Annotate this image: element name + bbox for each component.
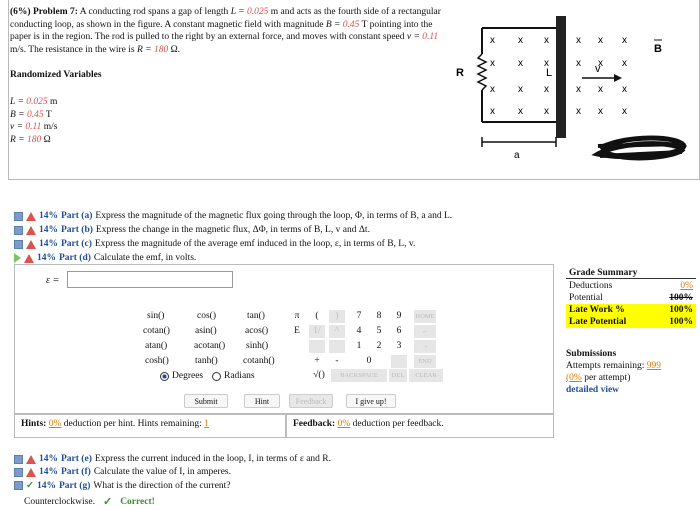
part-g-row[interactable]: ✓ 14% Part (g) What is the direction of the current? [14, 480, 231, 491]
label-B: B [654, 43, 662, 55]
cotan-button[interactable]: cotan() [143, 326, 170, 336]
field-x: x [576, 84, 581, 95]
blank-key [309, 340, 325, 353]
plus-key[interactable]: + [309, 355, 325, 368]
var-R: R = 180 Ω [10, 134, 51, 145]
digit-9-key[interactable]: 9 [391, 310, 407, 323]
pi-key[interactable]: π [289, 310, 305, 323]
field-x: x [598, 84, 603, 95]
document-icon [14, 455, 23, 464]
conducting-rod [556, 16, 566, 138]
randomized-variables-title: Randomized Variables [10, 70, 102, 80]
field-x: x [490, 84, 495, 95]
asin-button[interactable]: asin() [195, 326, 217, 336]
field-x: x [622, 106, 627, 117]
field-x: x [598, 35, 603, 46]
randomized-variables [10, 96, 57, 146]
resistor [478, 54, 486, 90]
end-key[interactable]: END [414, 355, 436, 368]
delete-key[interactable]: DEL [389, 369, 407, 382]
part-e-row[interactable]: 14% Part (e) Express the current induced in the loop, I, in terms of ε and R. [14, 454, 331, 464]
right-arrow-key[interactable]: → [414, 340, 436, 353]
warning-icon [24, 254, 34, 263]
lparen-key[interactable]: ( [309, 310, 325, 323]
field-x: x [576, 35, 581, 46]
field-x: x [490, 35, 495, 46]
grade-summary-title: Grade Summary [566, 268, 696, 279]
emf-label: ε = [46, 275, 60, 286]
home-key[interactable]: HOME [414, 310, 436, 323]
tan-button[interactable]: tan() [247, 311, 265, 321]
checkmark-icon: ✓ [26, 481, 34, 491]
field-x: x [544, 58, 549, 69]
cotanh-button[interactable]: cotanh() [243, 356, 275, 366]
label-L: L [546, 67, 553, 79]
feedback-deduction-pct: 0% [337, 419, 351, 429]
L-value: 0.025 [246, 7, 269, 17]
acos-button[interactable]: acos() [245, 326, 269, 336]
part-c-row[interactable]: 14% Part (c) Express the magnitude of the average emf induced in the loop, ε, in terms of B, L, v. [14, 239, 415, 249]
digit-5-key[interactable]: 5 [371, 325, 387, 338]
document-icon [14, 481, 23, 490]
grade-summary [566, 268, 696, 328]
digit-4-key[interactable]: 4 [351, 325, 367, 338]
var-B: B = 0.45 T [10, 109, 52, 120]
field-x: x [490, 58, 495, 69]
field-x: x [518, 58, 523, 69]
play-icon [14, 253, 21, 263]
digit-0-key[interactable]: 0 [361, 355, 377, 368]
left-arrow-key[interactable]: ← [414, 325, 436, 338]
radians-radio[interactable]: Radians [212, 371, 255, 381]
blank-key [329, 340, 345, 353]
submit-button[interactable]: Submit [184, 394, 228, 408]
hint-deduction-pct: 0% [48, 419, 62, 429]
field-x: x [490, 106, 495, 117]
problem-header: (6%) Problem 7: [10, 7, 78, 17]
field-x: x [544, 35, 549, 46]
final-answer-value: Counterclockwise. [24, 496, 95, 507]
emf-answer-input[interactable] [67, 271, 233, 288]
circuit-diagram [448, 6, 688, 174]
B-value: 0.45 [342, 19, 360, 30]
power-key[interactable]: ^ [329, 325, 345, 338]
reciprocal-key[interactable]: 1/ [309, 325, 325, 338]
warning-icon [26, 212, 36, 221]
exp-key[interactable]: E [289, 325, 305, 338]
label-R: R [456, 67, 464, 79]
acotan-button[interactable]: acotan() [194, 341, 226, 351]
per-attempt-row: (0% per attempt) [566, 373, 631, 383]
warning-icon [26, 240, 36, 249]
label-v: v [595, 63, 601, 75]
field-x: x [518, 84, 523, 95]
hints-bar: Hints: 0% deduction per hint. Hints remaining: 1 [14, 414, 286, 438]
digit-8-key[interactable]: 8 [371, 310, 387, 323]
field-x: x [518, 35, 523, 46]
velocity-arrow-head [614, 74, 622, 82]
var-L: L = 0.025 m [10, 97, 58, 107]
digit-3-key[interactable]: 3 [391, 340, 407, 353]
digit-1-key[interactable]: 1 [351, 340, 367, 353]
late-potential-row: Late Potential 100% [566, 316, 696, 328]
label-a: a [514, 150, 520, 161]
part-g-answer [24, 495, 155, 508]
document-icon [14, 240, 23, 249]
attempts-remaining: 999 [646, 361, 661, 371]
submissions-title: Submissions [566, 349, 617, 359]
circuit-figure [448, 6, 688, 174]
warning-icon [26, 226, 36, 235]
digit-2-key[interactable]: 2 [371, 340, 387, 353]
document-icon [14, 468, 23, 477]
field-x: x [622, 58, 627, 69]
sin-button[interactable]: sin() [147, 311, 165, 321]
give-up-button[interactable]: I give up! [346, 394, 396, 408]
warning-icon [26, 468, 36, 477]
part-b-row[interactable]: 14% Part (b) Express the change in the magnetic flux, ΔΦ, in terms of B, L, v and Δt. [14, 225, 370, 235]
document-icon [14, 212, 23, 221]
potential-row: Potential 100% [569, 293, 693, 303]
deductions-row: Deductions 0% [569, 281, 693, 291]
v-value: 0.11 [422, 32, 439, 42]
field-x: x [622, 35, 627, 46]
minus-key[interactable]: - [329, 355, 345, 368]
scribble-redaction [598, 138, 684, 158]
part-d-row[interactable]: 14% Part (d) Calculate the emf, in volts. [14, 253, 196, 263]
feedback-button[interactable]: Feedback [289, 394, 333, 408]
degrees-radio[interactable]: Degrees [160, 371, 203, 381]
feedback-bar: Feedback: 0% deduction per feedback. [286, 414, 554, 438]
field-x: x [544, 84, 549, 95]
document-icon [14, 226, 23, 235]
backspace-key[interactable]: BACKSPACE [331, 369, 387, 382]
attempts-row: Attempts remaining: 999 [566, 361, 661, 371]
field-x: x [576, 58, 581, 69]
detailed-view-link[interactable]: detailed view [566, 385, 620, 395]
cosh-button[interactable]: cosh() [145, 356, 169, 366]
warning-icon [26, 455, 36, 464]
late-work-row: Late Work % 100% [566, 304, 696, 316]
field-x: x [622, 84, 627, 95]
field-x: x [598, 58, 603, 69]
problem-statement: (6%) Problem 7: A conducting rod spans a gap of length L = 0.025 m and acts as the fourth side of a rectangular conducting loop, as shown in the figure. A constant magnetic field with magnitude B = 0.45 T pointing into the paper is in the region. The rod is pulled to the right by an external force, and moves with constant speed v = 0.11 m/s. The resistance in the wire is R = 180 Ω. [10, 7, 441, 55]
radio-selected-icon [160, 372, 169, 381]
field-x: x [544, 106, 549, 117]
atan-button[interactable]: atan() [145, 341, 168, 351]
field-x: x [518, 106, 523, 117]
part-f-row[interactable]: 14% Part (f) Calculate the value of I, in amperes. [14, 467, 231, 477]
digit-7-key[interactable]: 7 [351, 310, 367, 323]
tanh-button[interactable]: tanh() [195, 356, 218, 366]
sqrt-key[interactable]: √() [309, 369, 329, 382]
hint-button[interactable]: Hint [244, 394, 280, 408]
rparen-key[interactable]: ) [329, 310, 345, 323]
decimal-key[interactable] [391, 355, 407, 368]
field-x: x [576, 106, 581, 117]
field-x: x [598, 106, 603, 117]
hints-remaining: 1 [204, 419, 209, 429]
var-v: v = 0.11 m/s [10, 122, 58, 132]
cos-button[interactable]: cos() [197, 311, 216, 321]
correct-status: Correct! [120, 496, 155, 507]
R-value: 180 [153, 44, 169, 55]
clear-key[interactable]: CLEAR [409, 369, 443, 382]
radio-empty-icon [212, 372, 221, 381]
part-a-row[interactable]: 14% Part (a) Express the magnitude of the magnetic flux going through the loop, Φ, in terms of B, a and L. [14, 211, 452, 221]
submissions-panel [566, 348, 696, 396]
digit-6-key[interactable]: 6 [391, 325, 407, 338]
correct-check-icon: ✓ [102, 496, 113, 508]
sinh-button[interactable]: sinh() [246, 341, 269, 351]
